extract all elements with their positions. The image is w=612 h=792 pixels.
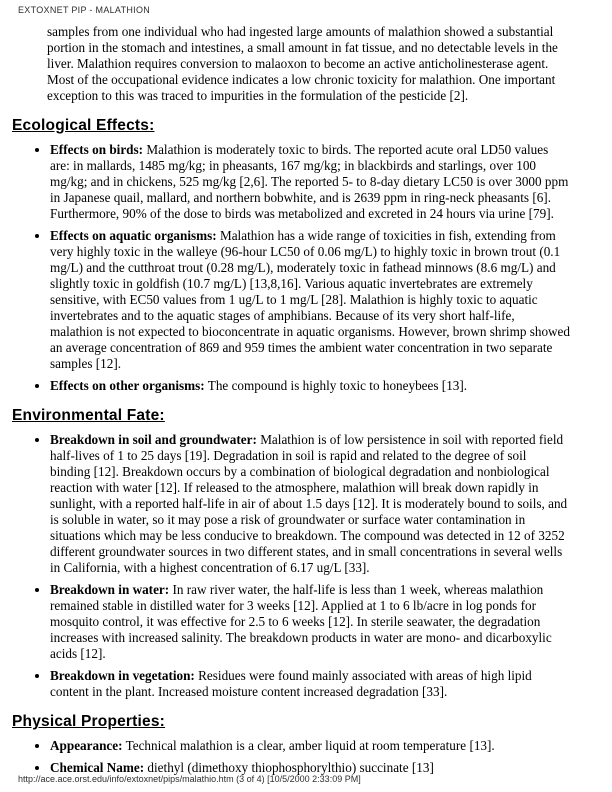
- list-item-effects-on-birds: [50, 142, 570, 222]
- bullet-text: In raw river water, the half-life is less than 1 week, whereas malathion remained stable in distilled water for 3 weeks [12]. Applied at 1 to 6 lb/acre in log ponds for mosquito control, it was effective for 2.5 to 6 weeks [12]. In sterile seawater, the degradation increases with increased salinity. The breakdown products in water are mono- and dicarboxylic acids [12].: [50, 582, 552, 661]
- intro-paragraph: samples from one individual who had ingested large amounts of malathion showed a substantial portion in the stomach and intestines, a small amount in fat tissue, and no detectable levels in the liver. Malathion requires conversion to malaoxon to become an active anticholinesterase agent. Most of the occupational evidence indicates a low chronic toxicity for malathion. One important exception to this was traced to impurities in the formulation of the pesticide [2].: [47, 24, 558, 103]
- page-footer: http://ace.ace.orst.edu/info/extoxnet/pips/malathio.htm (3 of 4) [10/5/2000 2:33:09 PM]: [18, 774, 361, 784]
- physical-properties-list: [0, 738, 570, 776]
- bullet-text: The compound is highly toxic to honeybees [13].: [207, 378, 468, 393]
- document-content: [0, 22, 612, 782]
- section-heading-ecological-effects: Ecological Effects:: [12, 117, 155, 134]
- list-item-effects-on-aquatic-organisms: [50, 228, 570, 372]
- bullet-label: Effects on aquatic organisms:: [50, 228, 217, 243]
- bullet-label: Chemical Name:: [50, 760, 145, 775]
- page-header: EXTOXNET PIP - MALATHION: [18, 5, 151, 15]
- bullet-label: Effects on other organisms:: [50, 378, 205, 393]
- bullet-label: Breakdown in vegetation:: [50, 668, 195, 683]
- list-item-breakdown-vegetation: [50, 668, 570, 700]
- list-item-breakdown-soil-groundwater: [50, 432, 570, 576]
- bullet-text: Malathion is of low persistence in soil with reported field half-lives of 1 to 25 days [19]. Degradation in soil is rapid and related to the degree of soil binding [12]. Breakdown occurs by a combination of biological degradation and nonbiological reaction with water [12]. If released to the atmosphere, malathion will break down rapidly in sunlight, with a reported half-life in air of about 1.5 days [12]. It is moderately bound to soils, and is soluble in water, so it may pose a risk of groundwater or surface water contamination in situations which may be less conducive to breakdown. The compound was detected in 12 of 3252 different groundwater sources in two different states, and in small concentrations in several wells in California, with a highest concentration of 6.17 ug/L [33].: [50, 432, 568, 575]
- ecological-effects-list: [0, 142, 570, 394]
- section-heading-physical-properties: Physical Properties:: [12, 713, 166, 730]
- bullet-label: Breakdown in water:: [50, 582, 170, 597]
- environmental-fate-list: [0, 432, 570, 700]
- section-heading-environmental-fate: Environmental Fate:: [12, 407, 165, 424]
- bullet-label: Breakdown in soil and groundwater:: [50, 432, 257, 447]
- bullet-text: Residues were found mainly associated with areas of high lipid content in the plant. Increased moisture content increased degradation [33].: [50, 668, 532, 699]
- bullet-text: Technical malathion is a clear, amber liquid at room temperature [13].: [125, 738, 495, 753]
- bullet-label: Effects on birds:: [50, 142, 144, 157]
- list-item-effects-on-other-organisms: [50, 378, 570, 394]
- list-item-breakdown-water: [50, 582, 570, 662]
- bullet-text: diethyl (dimethoxy thiophosphorylthio) succinate [13]: [147, 760, 434, 775]
- bullet-label: Appearance:: [50, 738, 123, 753]
- bullet-text: Malathion has a wide range of toxicities in fish, extending from very highly toxic in the walleye (96-hour LC50 of 0.06 mg/L) to highly toxic in brown trout (0.1 mg/L) and the cutthroat trout (0.28 mg/L), moderately toxic in fathead minnows (8.6 mg/L) and slightly toxic in goldfish (10.7 mg/L) [13,8,16]. Various aquatic invertebrates are extremely sensitive, with EC50 values from 1 ug/L to 1 mg/L [28]. Malathion is highly toxic to aquatic invertebrates and to the aquatic stages of amphibians. Because of its very short half-life, malathion is not expected to bioconcentrate in aquatic organisms. However, brown shrimp showed an average concentration of 869 and 959 times the ambient water concentration in two separate samples [12].: [50, 228, 571, 371]
- list-item-appearance: [50, 738, 570, 754]
- bullet-text: Malathion is moderately toxic to birds. The reported acute oral LD50 values are: in mallards, 1485 mg/kg; in pheasants, 167 mg/kg; in blackbirds and starlings, over 100 mg/kg; and in chickens, 525 mg/kg [2,6]. The reported 5- to 8-day dietary LC50 is over 3000 ppm in Japanese quail, mallard, and northern bobwhite, and is 2639 ppm in ring-neck pheasants [6]. Furthermore, 90% of the dose to birds was metabolized and excreted in 24 hours via urine [79].: [50, 142, 569, 221]
